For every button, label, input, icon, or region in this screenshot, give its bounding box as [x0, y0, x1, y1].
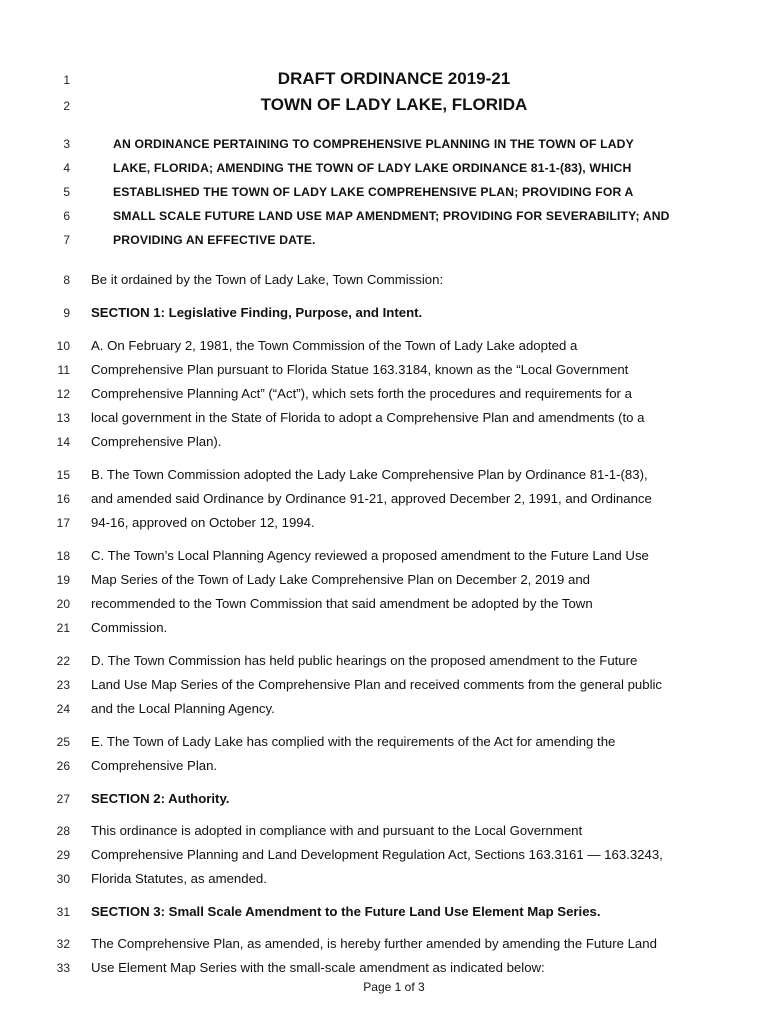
document-line	[0, 408, 770, 428]
body-line: The Comprehensive Plan, as amended, is hereby further amended by amending the Future Land	[91, 936, 657, 951]
line-number: 25	[56, 735, 70, 749]
body-line: 94-16, approved on October 12, 1994.	[91, 515, 315, 530]
body-line: recommended to the Town Commission that said amendment be adopted by the Town	[91, 596, 593, 611]
line-number: 6	[63, 209, 70, 223]
document-line	[0, 789, 770, 809]
body-line: and the Local Planning Agency.	[91, 701, 275, 716]
line-number: 24	[56, 702, 70, 716]
document-line	[0, 303, 770, 323]
document-line	[0, 651, 770, 671]
line-number: 32	[56, 937, 70, 951]
body-line: Be it ordained by the Town of Lady Lake, Town Commission:	[91, 272, 444, 287]
document-line	[0, 902, 770, 922]
preamble-line: ESTABLISHED THE TOWN OF LADY LAKE COMPREHENSIVE PLAN; PROVIDING FOR A	[113, 185, 634, 199]
document-line	[0, 134, 770, 154]
line-number: 19	[56, 573, 70, 587]
line-number: 26	[56, 759, 70, 773]
line-number: 17	[56, 516, 70, 530]
document-line	[0, 206, 770, 226]
line-number: 33	[56, 961, 70, 975]
document-line	[0, 821, 770, 841]
document-line	[0, 70, 770, 90]
body-line: Comprehensive Plan.	[91, 758, 218, 773]
body-line: Map Series of the Town of Lady Lake Comprehensive Plan on December 2, 2019 and	[91, 572, 590, 587]
document-line	[0, 675, 770, 695]
body-line: Commission.	[91, 620, 168, 635]
preamble-line: LAKE, FLORIDA; AMENDING THE TOWN OF LADY LAKE ORDINANCE 81-1-(83), WHICH	[113, 161, 632, 175]
body-line: Florida Statutes, as amended.	[91, 871, 267, 886]
document-line	[0, 958, 770, 978]
document-line	[0, 934, 770, 954]
section-heading: SECTION 2: Authority.	[91, 791, 230, 806]
document-line	[0, 732, 770, 752]
line-number: 21	[56, 621, 70, 635]
line-number: 7	[63, 233, 70, 247]
document-line	[0, 360, 770, 380]
body-line: E. The Town of Lady Lake has complied with the requirements of the Act for amending the	[91, 734, 616, 749]
ordinance-title: DRAFT ORDINANCE 2019-21	[277, 69, 511, 88]
document-line	[0, 546, 770, 566]
preamble-line: SMALL SCALE FUTURE LAND USE MAP AMENDMENT; PROVIDING FOR SEVERABILITY; AND	[113, 209, 670, 223]
document-line	[0, 756, 770, 776]
document-line	[0, 845, 770, 865]
document-line	[0, 513, 770, 533]
line-number: 2	[63, 99, 70, 113]
document-line	[0, 384, 770, 404]
section-heading: SECTION 1: Legislative Finding, Purpose, and Intent.	[91, 305, 423, 320]
body-line: A. On February 2, 1981, the Town Commission of the Town of Lady Lake adopted a	[91, 338, 578, 353]
line-number: 16	[56, 492, 70, 506]
document-line	[0, 570, 770, 590]
line-number: 8	[63, 273, 70, 287]
line-number: 11	[57, 363, 70, 377]
line-number: 29	[56, 848, 70, 862]
line-number: 27	[56, 792, 70, 806]
preamble-line: PROVIDING AN EFFECTIVE DATE.	[113, 233, 316, 247]
document-line	[0, 618, 770, 638]
document-line	[0, 699, 770, 719]
body-line: C. The Town’s Local Planning Agency reviewed a proposed amendment to the Future Land Use	[91, 548, 649, 563]
body-line: D. The Town Commission has held public hearings on the proposed amendment to the Future	[91, 653, 638, 668]
body-line: Comprehensive Plan).	[91, 434, 222, 449]
body-line: and amended said Ordinance by Ordinance 91-21, approved December 2, 1991, and Ordinance	[91, 491, 652, 506]
document-line	[0, 96, 770, 116]
section-heading: SECTION 3: Small Scale Amendment to the Future Land Use Element Map Series.	[91, 904, 601, 919]
body-line: Comprehensive Planning and Land Development Regulation Act, Sections 163.3161 — 163.3243,	[91, 847, 663, 862]
line-number: 1	[63, 73, 70, 87]
line-number: 4	[63, 161, 70, 175]
document-line	[0, 489, 770, 509]
line-number: 5	[63, 185, 70, 199]
document-line	[0, 158, 770, 178]
ordinance-subtitle: TOWN OF LADY LAKE, FLORIDA	[260, 95, 528, 114]
line-number: 20	[56, 597, 70, 611]
body-line: Use Element Map Series with the small-scale amendment as indicated below:	[91, 960, 545, 975]
body-line: local government in the State of Florida to adopt a Comprehensive Plan and amendments (to a	[91, 410, 645, 425]
body-line: Comprehensive Planning Act” (“Act”), which sets forth the procedures and requirements for a	[91, 386, 632, 401]
line-number: 22	[56, 654, 70, 668]
body-line: B. The Town Commission adopted the Lady Lake Comprehensive Plan by Ordinance 81-1-(83),	[91, 467, 648, 482]
line-number: 28	[56, 824, 70, 838]
document-line	[0, 432, 770, 452]
document-line	[0, 869, 770, 889]
line-number: 14	[56, 435, 70, 449]
document-line	[0, 594, 770, 614]
body-line: This ordinance is adopted in compliance with and pursuant to the Local Government	[91, 823, 583, 838]
line-number: 9	[63, 306, 70, 320]
document-line	[0, 230, 770, 250]
body-line: Land Use Map Series of the Comprehensive Plan and received comments from the general public	[91, 677, 663, 692]
body-line: Comprehensive Plan pursuant to Florida Statue 163.3184, known as the “Local Government	[91, 362, 629, 377]
line-number: 23	[56, 678, 70, 692]
document-line	[0, 465, 770, 485]
page-footer: Page 1 of 3	[363, 980, 425, 994]
preamble-line: AN ORDINANCE PERTAINING TO COMPREHENSIVE PLANNING IN THE TOWN OF LADY	[113, 137, 634, 151]
line-number: 31	[56, 905, 70, 919]
line-number: 10	[56, 339, 70, 353]
document-line	[0, 182, 770, 202]
line-number: 15	[56, 468, 70, 482]
line-number: 13	[56, 411, 70, 425]
document-line	[0, 270, 770, 290]
line-number: 3	[63, 137, 70, 151]
line-number: 18	[56, 549, 70, 563]
line-number: 12	[56, 387, 70, 401]
line-number: 30	[56, 872, 70, 886]
document-line	[0, 336, 770, 356]
